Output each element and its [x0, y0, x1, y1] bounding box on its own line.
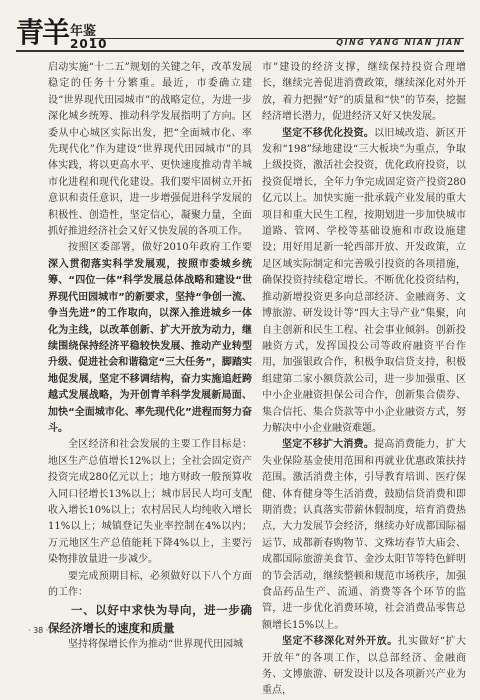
right-paragraph-2 — [262, 126, 466, 438]
section-heading: 一、以好中求快为导向，进一步确保经济增长的速度和质量 — [48, 603, 252, 636]
page-header — [0, 0, 480, 58]
left-column — [48, 60, 252, 654]
right-paragraph-2-heading: 坚定不移优化投资。 — [282, 127, 375, 139]
right-paragraph-4-body: 扎实做好“扩大开放年”的各项工作，以总部经济、金融商务、文博旅游、研发设计以及各项新兴产业为重点， — [262, 636, 466, 697]
left-paragraph-2-lead: 按照区委部署，做好2010年政府工作要 — [68, 242, 252, 254]
logo-nianjian: 年鉴 — [70, 24, 97, 39]
right-paragraph-4-heading: 坚定不移深化对外开放。 — [282, 636, 398, 648]
right-column — [262, 60, 466, 700]
right-paragraph-3 — [262, 437, 466, 634]
right-paragraph-3-body: 提高消费能力，扩大失业保险基金使用范围和再就业优惠政策扶持范围。激活消费主体，引导教育培训、医疗保健、体育健身等生活消费，鼓励信贷消费和即期消费；认真落实带薪休假制度，培育消费热点，大力发展节会经济，继续办好成都国际福运节、成都新春购物节、文殊坊春节大庙会、成都国际旅游美食节、金沙太阳节等特色鲜明的节会活动，继续整顿和规范市场秩序，加强食品药品生产、流通、消费等各个环节的监管，进一步优化消费环境，社会消费品零售总额增长15%以上。 — [262, 439, 467, 631]
logo-year: 2010 — [70, 37, 108, 51]
right-paragraph-2-body: 以旧城改造、新区开发和“198”绿地建设“三大板块”为重点，争取上级投资，激活社会投资，优化政府投资，以投资促增长，全年力争完成固定资产投资280亿元以上。加快实施一批承载产业发展的重大项目和重大民生工程，按期划进一步加快城市道路、管网、学校等基础设施和市政设施建设；用好用足新一轮西部开放、开发政策，立足区域实际制定和完善吸引投资的各项措施，确保投资持续稳定增长。不断优化投资结构，推动新增投资更多向总部经济、金融商务、文博旅游、研发设计等“四大主导产业”集聚，向自主创新和民生工程、社会事业倾斜。创新投融资方式，发挥国投公司等政府融资平台作用，加强银政合作，积极争取信贷支持，积极组建第二家小额贷款公司，进一步加强重、区中小企业融资担保公司合作，创新集合债券、集合信托、集合贷款等中小企业融资方式，努力解决中小企业融资难题。 — [262, 127, 467, 434]
running-head: QING YANG NIAN JIAN — [336, 38, 462, 47]
left-paragraph-5: 坚持将保增长作为推动“世界现代田园城 — [68, 639, 244, 651]
header-rule-thick — [16, 50, 464, 52]
left-paragraph-2 — [48, 240, 252, 437]
left-paragraph-1: 启动实施“十二五”规划的关键之年，改革发展稳定的任务十分繁重。最近，市委确立建设“世界现代田园城市”的战略定位，为进一步深化城乡统筹、推动科学发展指明了方向。区委从中心城区实际出发，把“全面城市化、率先现代化”作为建设“世界现代田园城市”的具体实践，将以更高水平、更快速度推动青羊城市化进程和现代化建设。我们要牢固树立开拓意识和责任意识，进一步增强促进科学发展的积极性、创造性，坚定信心，凝聚力量，全面抓好推进经济社会又好又快发展的各项工作。 — [48, 62, 252, 238]
left-paragraph-3: 全区经济和社会发展的主要工作目标是：地区生产总值增长12%以上；全社会固定资产投资完成280亿元以上；地方财政一般预算收入同口径增长13%以上；城市居民人均可支配收入增长10%以上；农村居民人均纯收入增长11%以上；城镇登记失业率控制在4%以内；万元地区生产总值能耗下降4%以上，主要污染物排放量进一步减少。 — [48, 439, 252, 566]
right-paragraph-1: 市”建设的经济支撑，继续保持投资合理增长，继续完善促进消费政策，继续深化对外开放，着力把握“好”的质量和“快”的节奏，挖掘经济增长潜力，促进经济又好又快发展。 — [262, 62, 466, 123]
right-paragraph-3-heading: 坚定不移扩大消费。 — [282, 439, 375, 451]
left-paragraph-4: 要完成预期目标，必须做好以下八个方面的工作： — [48, 570, 252, 598]
page-number: · 38 · — [28, 626, 49, 635]
left-paragraph-2-bold: 深入贯彻落实科学发展观，按照市委城乡统筹、“四位一体”科学发展总体战略和建设“世界现代田园城市”的新要求，坚持“争创一流、争当先进”的工作取向，以深入推进城乡一体化为主线，以改革创新、扩大开放为动力，继续围绕保持经济平稳较快发展、推动产业转型升级、促进社会和谐稳定“三大任务”，脚踏实地促发展，坚定不移调结构，奋力实施追赶跨越式发展战略，为开创青羊科学发展新局面、加快“全面城市化、率先现代化”进程而努力奋斗。 — [48, 258, 252, 434]
yearbook-logo — [16, 10, 107, 50]
right-paragraph-4 — [262, 634, 466, 700]
logo-main-text: 青羊 — [16, 16, 69, 49]
